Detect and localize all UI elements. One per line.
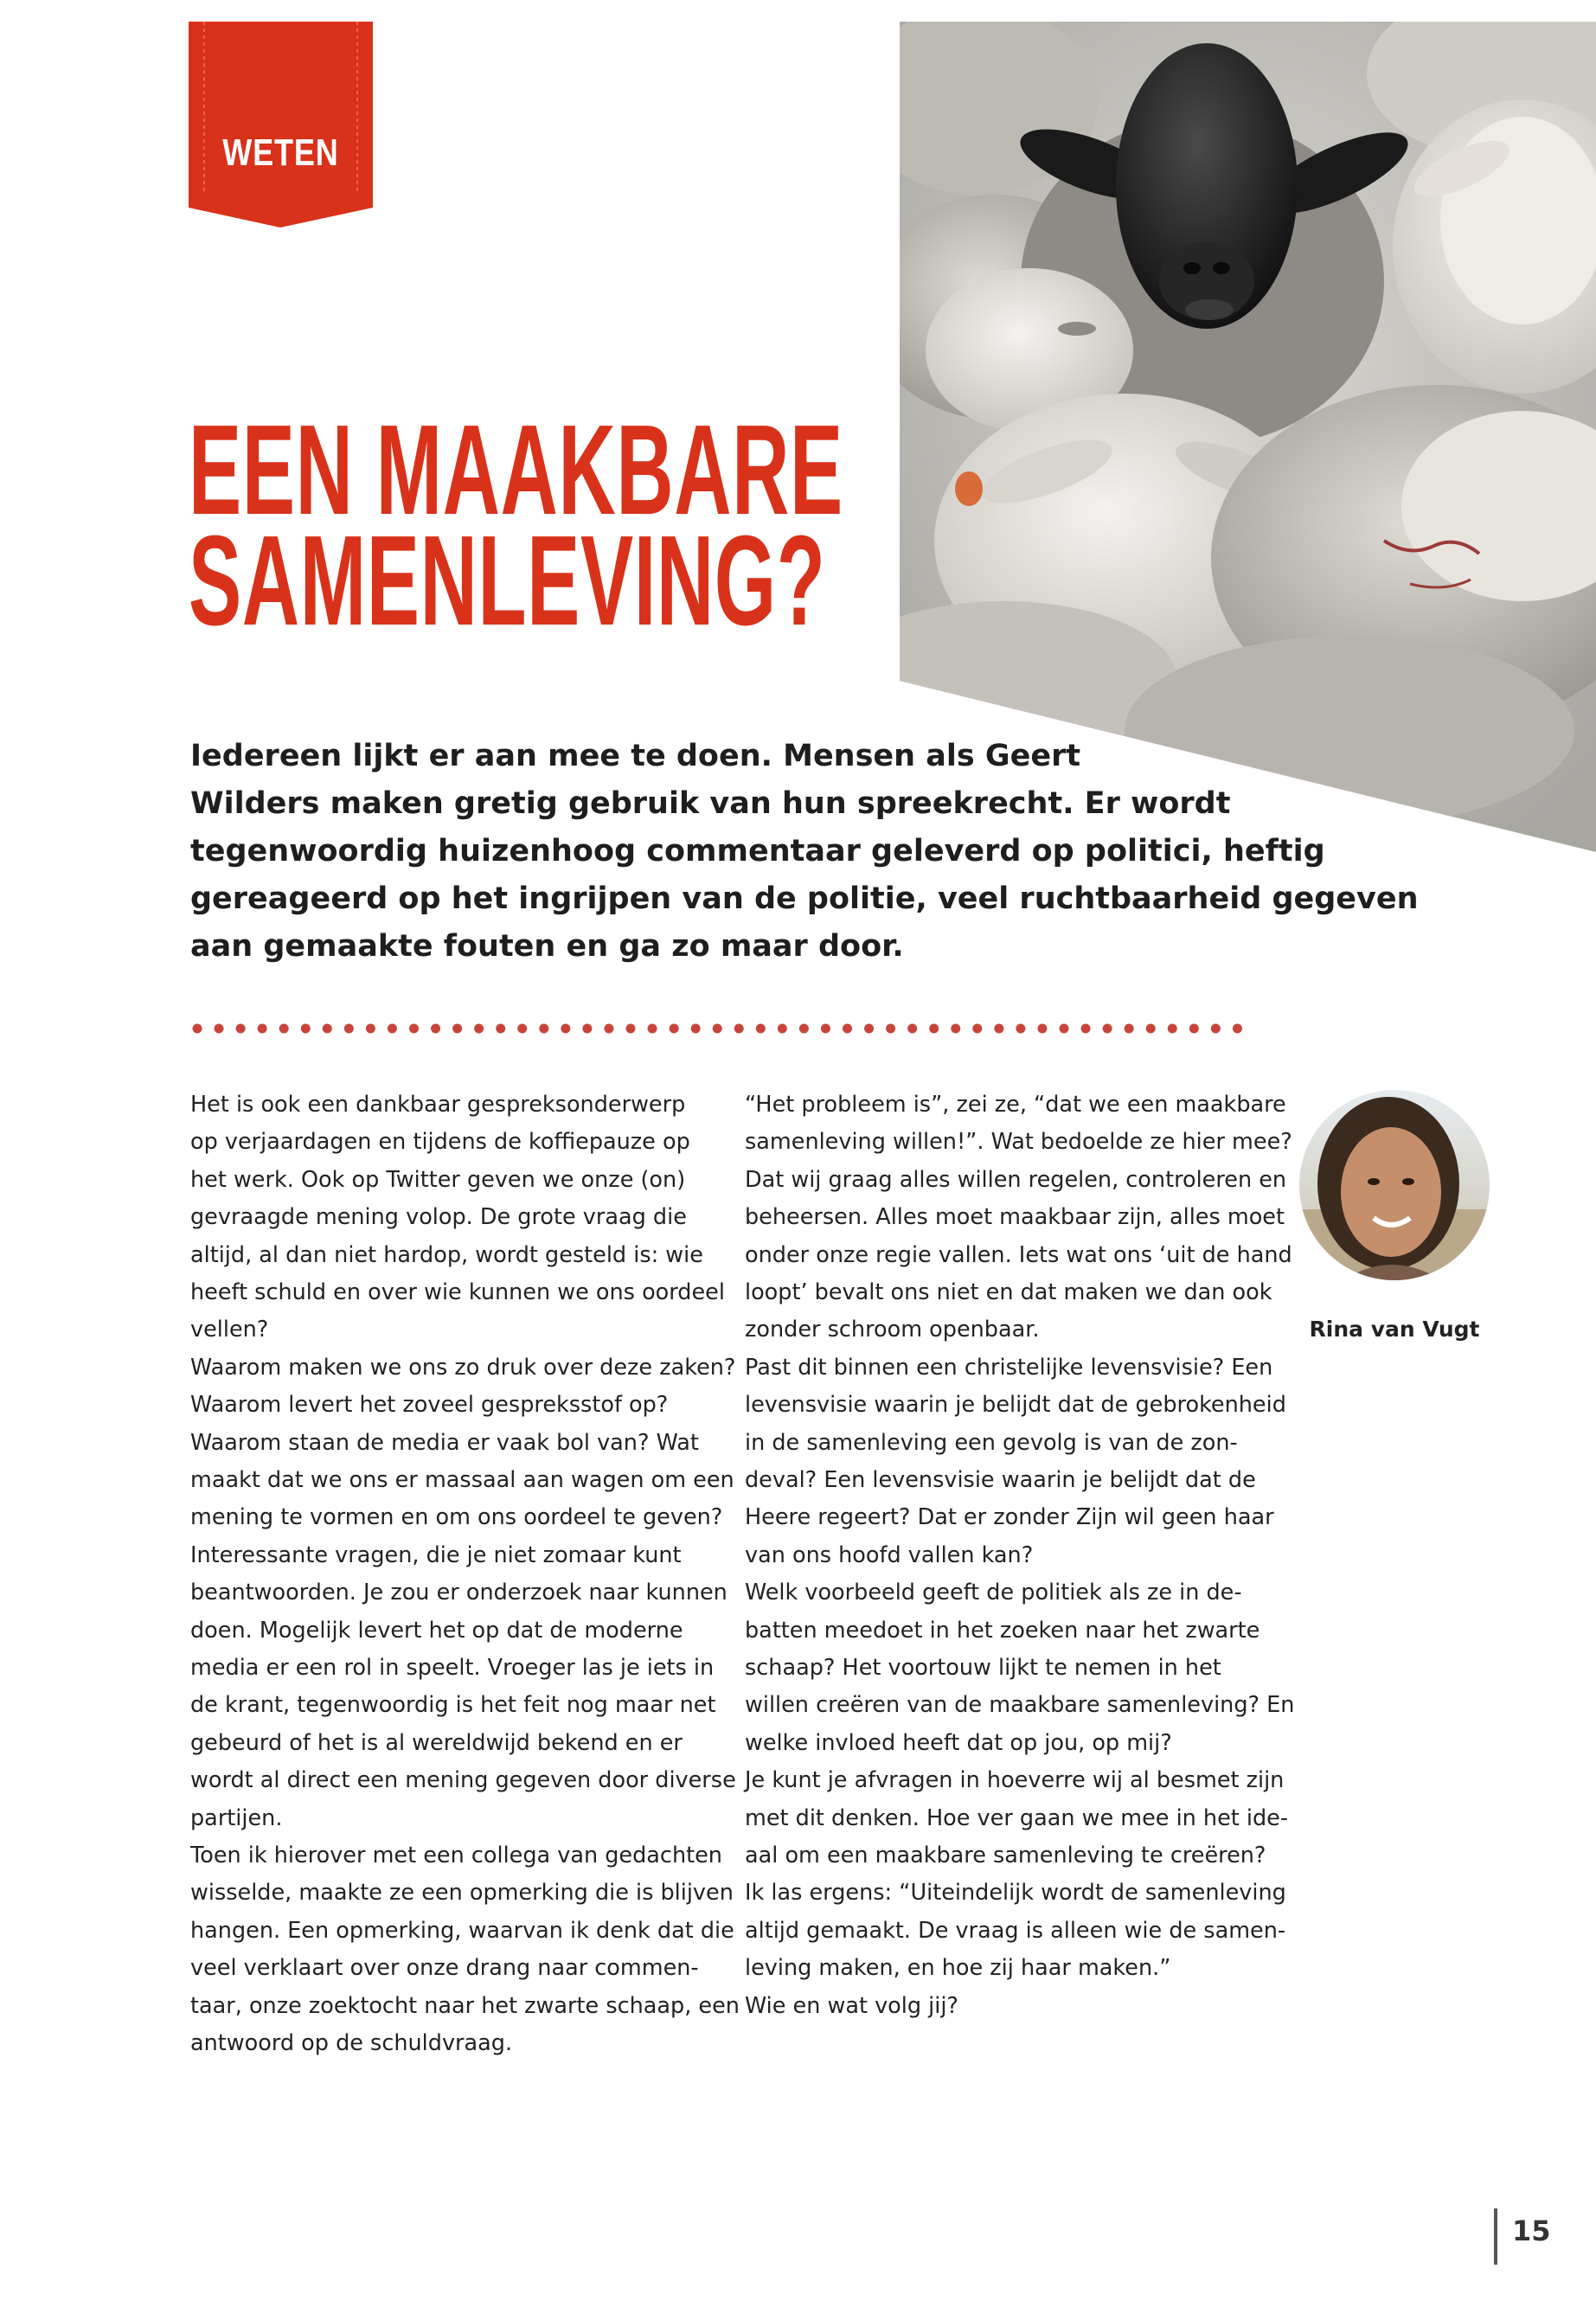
divider-dot (279, 1024, 289, 1034)
divider-dot (626, 1024, 636, 1034)
divider-dot (215, 1024, 224, 1034)
body-text-line: van ons hoofd vallen kan? (745, 1541, 1034, 1568)
intro-line: Wilders maken gretig gebruik van hun spreekrecht. Er wordt (190, 786, 1231, 821)
body-text-line: Wie en wat volg jij? (745, 1992, 958, 2019)
divider-dot (821, 1024, 830, 1034)
divider-dot (864, 1024, 874, 1034)
divider-dot (907, 1024, 917, 1034)
body-text-line: batten meedoet in het zoeken naar het zwarte (745, 1617, 1260, 1644)
body-text-line: welke invloed heeft dat op jou, op mij? (745, 1729, 1172, 1756)
body-text-line: partijen. (190, 1804, 283, 1831)
body-text-line: Je kunt je afvragen in hoeverre wij al besmet zijn (745, 1767, 1285, 1794)
body-text-line: in de samenleving een gevolg is van de zon- (745, 1429, 1238, 1456)
body-text-line: Toen ik hierover met een collega van gedachten (190, 1843, 722, 1868)
body-text-line: Waarom staan de media er vaak bol van? Wat (190, 1429, 699, 1456)
body-text-line: doen. Mogelijk levert het op dat de moderne (190, 1617, 683, 1644)
divider-dot (539, 1024, 548, 1034)
divider-dot (843, 1024, 852, 1034)
divider-dot (604, 1024, 613, 1034)
body-text-line: levensvisie waarin je belijdt dat de gebrokenheid (745, 1392, 1286, 1419)
body-text-line: mening te vormen en om ons oordeel te geven? (190, 1504, 723, 1531)
author-name: Rina van Vugt (1309, 1317, 1480, 1342)
body-text-line: wisselde, maakte ze een opmerking die is blijven (190, 1880, 734, 1907)
body-text-line: zonder schroom openbaar. (745, 1317, 1040, 1343)
body-text-line: vellen? (190, 1317, 269, 1343)
body-text-line: gevraagde mening volop. De grote vraag die (190, 1204, 687, 1231)
divider-dot (648, 1024, 657, 1034)
divider-dot (778, 1024, 787, 1034)
headline-line-2: SAMENLEVING? (189, 510, 826, 652)
divider-dot (1037, 1024, 1047, 1034)
body-text-line: deval? Een levensvisie waarin je belijdt dat de (745, 1467, 1256, 1493)
divider-dot (756, 1024, 766, 1034)
body-text-line: Ik las ergens: “Uiteindelijk wordt de samenleving (745, 1880, 1286, 1907)
body-text-line: taar, onze zoektocht naar het zwarte schaap, een (190, 1992, 740, 2019)
divider-dot (1125, 1024, 1134, 1034)
divider-dot (972, 1024, 982, 1034)
body-text-line: Past dit binnen een christelijke levensvisie? Een (745, 1354, 1273, 1381)
sheep-photo (900, 22, 1596, 852)
body-text-line: loopt’ bevalt ons niet en dat maken we dan ook (745, 1279, 1272, 1305)
divider-dot (431, 1024, 440, 1034)
dotted-divider (192, 1022, 1256, 1035)
divider-dot (799, 1024, 809, 1034)
body-text-line: antwoord op de schuldvraag. (190, 2030, 513, 2056)
author-avatar (1298, 1088, 1491, 1282)
body-text-line: altijd, al dan niet hardop, wordt gesteld is: wie (190, 1241, 703, 1268)
divider-dot (193, 1024, 202, 1034)
body-text-line: heeft schuld en over wie kunnen we ons oordeel (190, 1279, 725, 1305)
headline-line-1: EEN MAAKBARE (189, 399, 843, 542)
body-text-line: de krant, tegenwoordig is het feit nog maar net (190, 1692, 716, 1719)
divider-dot (1016, 1024, 1025, 1034)
body-text-line: met dit denken. Hoe ver gaan we mee in het ide- (745, 1804, 1289, 1831)
intro-line: gereageerd op het ingrijpen van de politie, veel ruchtbaarheid gegeven (190, 881, 1419, 916)
body-text-line: willen creëren van de maakbare samenleving? En (745, 1692, 1295, 1719)
body-text-line: gebeurd of het is al wereldwijd bekend en er (190, 1729, 683, 1756)
body-text-line: veel verklaart over onze drang naar commen- (190, 1955, 699, 1982)
body-text-line: Waarom levert het zoveel gespreksstof op? (190, 1392, 669, 1419)
body-text-line: media er een rol in speelt. Vroeger las je iets in (190, 1655, 715, 1681)
divider-dot (734, 1024, 744, 1034)
body-text-line: samenleving willen!”. Wat bedoelde ze hier mee? (745, 1129, 1292, 1156)
body-text-line: Het is ook een dankbaar gespreksonderwerp (190, 1092, 686, 1118)
body-text-line: Welk voorbeeld geeft de politiek als ze in de- (745, 1580, 1242, 1606)
divider-dot (496, 1024, 505, 1034)
divider-dot (1233, 1024, 1242, 1034)
body-text-line: aal om een maakbare samenleving te creëren? (745, 1843, 1266, 1868)
divider-dot (258, 1024, 267, 1034)
body-text-line: op verjaardagen en tijdens de koffiepauze op (190, 1129, 690, 1156)
body-text-line: beheersen. Alles moet maakbaar zijn, alles moet (745, 1204, 1285, 1231)
divider-dot (301, 1024, 311, 1034)
body-text-line: wordt al direct een mening gegeven door diverse (190, 1767, 736, 1794)
divider-dot (344, 1024, 354, 1034)
divider-dot (1081, 1024, 1091, 1034)
divider-dot (452, 1024, 462, 1034)
divider-dot (1189, 1024, 1199, 1034)
divider-dot (886, 1024, 895, 1034)
divider-dot (929, 1024, 939, 1034)
divider-dot (561, 1024, 570, 1034)
body-text-line: altijd gemaakt. De vraag is alleen wie de samen- (745, 1917, 1286, 1944)
body-text-line: het werk. Ook op Twitter geven we onze (on) (190, 1166, 686, 1193)
section-label: WETEN (222, 131, 339, 174)
intro-line: aan gemaakte fouten en ga zo maar door. (190, 929, 904, 964)
divider-dot (474, 1024, 484, 1034)
divider-dot (951, 1024, 960, 1034)
body-text-line: maakt dat we ons er massaal aan wagen om een (190, 1467, 734, 1493)
divider-dot (691, 1024, 701, 1034)
intro-line: Iedereen lijkt er aan mee te doen. Mensen als Geert (190, 739, 1081, 773)
intro-line: tegenwoordig huizenhoog commentaar geleverd op politici, heftig (190, 834, 1325, 868)
body-text-line: beantwoorden. Je zou er onderzoek naar kunnen (190, 1580, 727, 1606)
divider-dot (582, 1024, 592, 1034)
section-banner (189, 22, 373, 228)
divider-dot (323, 1024, 332, 1034)
divider-dot (388, 1024, 397, 1034)
divider-dot (1103, 1024, 1112, 1034)
divider-dot (1060, 1024, 1069, 1034)
body-text-line: “Het probleem is”, zei ze, “dat we een maakbare (745, 1092, 1286, 1118)
body-text-line: Interessante vragen, die je niet zomaar kunt (190, 1541, 682, 1568)
divider-dot (1146, 1024, 1156, 1034)
divider-dot (1211, 1024, 1221, 1034)
body-text-line: hangen. Een opmerking, waarvan ik denk dat die (190, 1917, 734, 1944)
divider-dot (1168, 1024, 1177, 1034)
body-text-line: Heere regeert? Dat er zonder Zijn wil geen haar (745, 1504, 1274, 1531)
divider-dot (670, 1024, 679, 1034)
divider-dot (713, 1024, 722, 1034)
divider-dot (994, 1024, 1003, 1034)
divider-dot (236, 1024, 246, 1034)
divider-dot (409, 1024, 419, 1034)
body-text-line: schaap? Het voortouw lijkt te nemen in het (745, 1655, 1221, 1681)
body-text-line: Waarom maken we ons zo druk over deze zaken? (190, 1354, 736, 1381)
page-number: 15 (1512, 2214, 1551, 2247)
divider-dot (366, 1024, 375, 1034)
body-text-line: leving maken, en hoe zij haar maken.” (745, 1955, 1171, 1982)
body-text-line: Dat wij graag alles willen regelen, controleren en (745, 1166, 1287, 1193)
divider-dot (517, 1024, 527, 1034)
page-number-rule (1494, 2208, 1497, 2265)
body-text-line: onder onze regie vallen. Iets wat ons ‘uit de hand (745, 1241, 1292, 1268)
